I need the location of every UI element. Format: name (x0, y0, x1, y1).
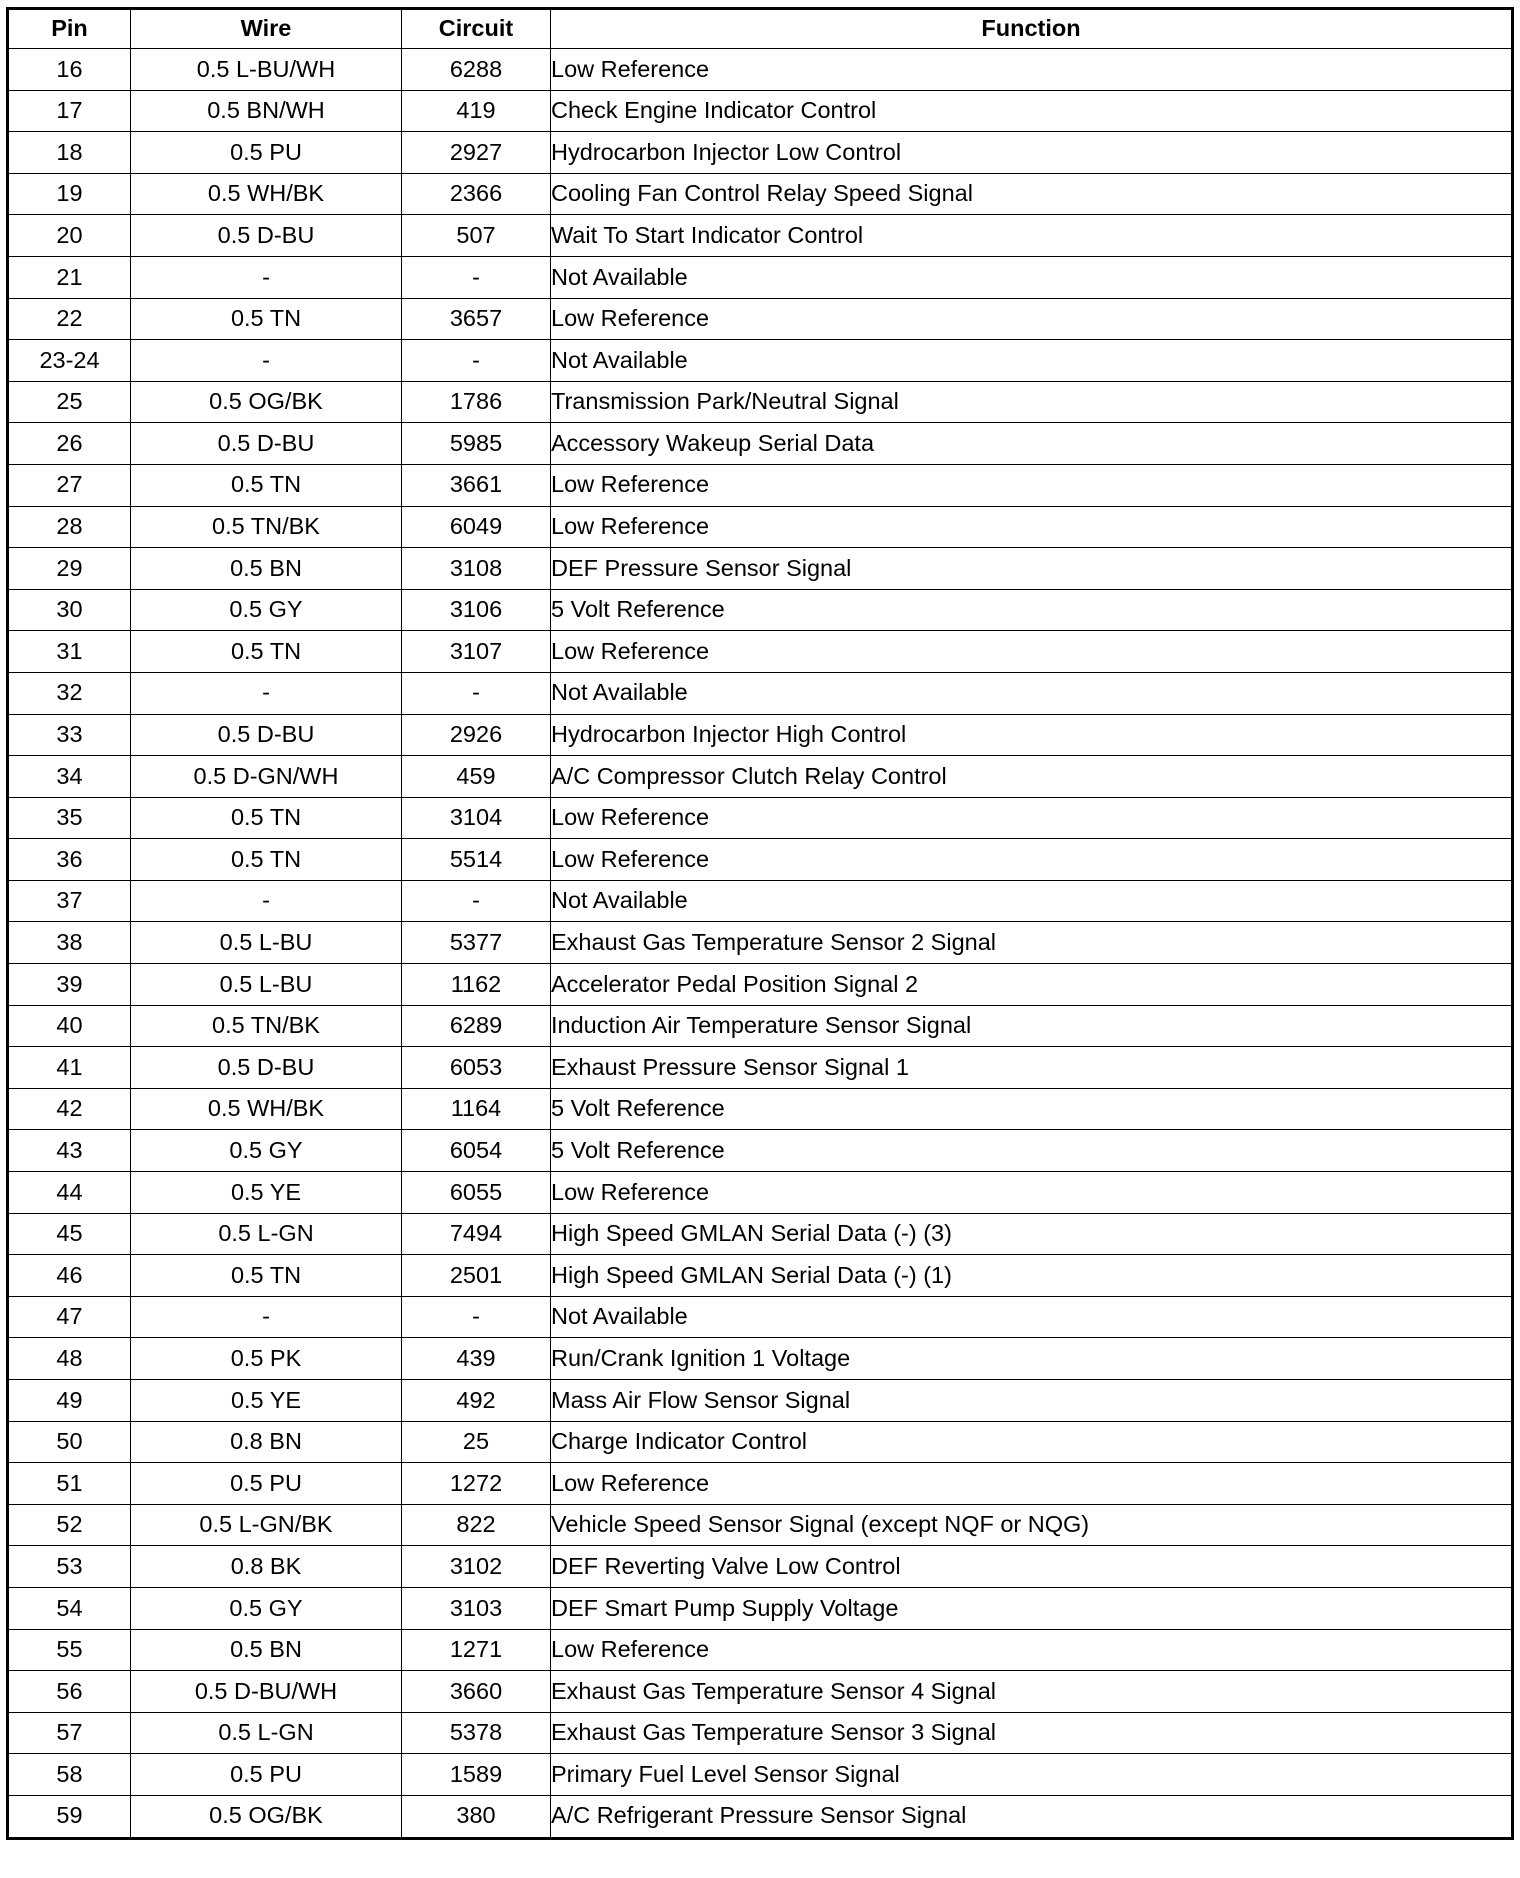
table-row (8, 1712, 1513, 1754)
function-cell: Low Reference (551, 506, 1513, 548)
circuit-cell: 419 (402, 90, 551, 132)
pin-cell: 57 (8, 1712, 131, 1754)
function-cell: DEF Pressure Sensor Signal (551, 548, 1513, 590)
circuit-cell: 6055 (402, 1172, 551, 1214)
function-cell: DEF Smart Pump Supply Voltage (551, 1587, 1513, 1629)
table-row (8, 922, 1513, 964)
table-row (8, 256, 1513, 298)
table-row (8, 589, 1513, 631)
table-row (8, 1504, 1513, 1546)
wire-cell: 0.5 L-BU (131, 964, 402, 1006)
connector-pinout-table (6, 7, 1514, 1840)
table-row (8, 797, 1513, 839)
circuit-cell: 6053 (402, 1047, 551, 1089)
pin-cell: 35 (8, 797, 131, 839)
wire-cell: 0.5 L-GN (131, 1712, 402, 1754)
circuit-cell: 6049 (402, 506, 551, 548)
function-cell: A/C Refrigerant Pressure Sensor Signal (551, 1795, 1513, 1838)
wire-cell: - (131, 1296, 402, 1338)
wire-cell: 0.5 BN/WH (131, 90, 402, 132)
circuit-cell: 3107 (402, 631, 551, 673)
table-row (8, 1213, 1513, 1255)
circuit-cell: 3104 (402, 797, 551, 839)
table-row (8, 1296, 1513, 1338)
table-row (8, 1546, 1513, 1588)
pin-cell: 54 (8, 1587, 131, 1629)
pin-cell: 38 (8, 922, 131, 964)
function-cell: Low Reference (551, 1629, 1513, 1671)
function-cell: Low Reference (551, 1463, 1513, 1505)
function-cell: Vehicle Speed Sensor Signal (except NQF or NQG) (551, 1504, 1513, 1546)
wire-cell: 0.5 L-GN (131, 1213, 402, 1255)
function-cell: Low Reference (551, 631, 1513, 673)
wire-cell: 0.5 TN (131, 298, 402, 340)
wire-cell: 0.5 D-GN/WH (131, 756, 402, 798)
wire-cell: - (131, 880, 402, 922)
pin-cell: 47 (8, 1296, 131, 1338)
function-cell: High Speed GMLAN Serial Data (-) (3) (551, 1213, 1513, 1255)
circuit-cell: 2366 (402, 173, 551, 215)
pin-cell: 49 (8, 1380, 131, 1422)
circuit-cell: 6054 (402, 1130, 551, 1172)
circuit-cell: - (402, 1296, 551, 1338)
function-cell: DEF Reverting Valve Low Control (551, 1546, 1513, 1588)
table-row (8, 1338, 1513, 1380)
header-circuit: Circuit (402, 9, 551, 49)
circuit-cell: 439 (402, 1338, 551, 1380)
circuit-cell: 5378 (402, 1712, 551, 1754)
pin-cell: 44 (8, 1172, 131, 1214)
wire-cell: 0.5 WH/BK (131, 173, 402, 215)
table-row (8, 1130, 1513, 1172)
table-row (8, 381, 1513, 423)
circuit-cell: 2501 (402, 1255, 551, 1297)
table-row (8, 880, 1513, 922)
circuit-cell: 1786 (402, 381, 551, 423)
table-row (8, 1380, 1513, 1422)
pin-cell: 18 (8, 132, 131, 174)
wire-cell: 0.5 TN (131, 631, 402, 673)
pin-cell: 33 (8, 714, 131, 756)
circuit-cell: 3102 (402, 1546, 551, 1588)
circuit-cell: 822 (402, 1504, 551, 1546)
wire-cell: 0.5 PU (131, 1463, 402, 1505)
function-cell: Induction Air Temperature Sensor Signal (551, 1005, 1513, 1047)
header-pin: Pin (8, 9, 131, 49)
function-cell: A/C Compressor Clutch Relay Control (551, 756, 1513, 798)
function-cell: Not Available (551, 340, 1513, 382)
pin-cell: 46 (8, 1255, 131, 1297)
wire-cell: 0.8 BK (131, 1546, 402, 1588)
circuit-cell: 5985 (402, 423, 551, 465)
wire-cell: 0.5 PK (131, 1338, 402, 1380)
pin-cell: 56 (8, 1671, 131, 1713)
wire-cell: 0.5 L-BU (131, 922, 402, 964)
wire-cell: 0.5 TN/BK (131, 1005, 402, 1047)
table-row (8, 1005, 1513, 1047)
pin-cell: 40 (8, 1005, 131, 1047)
table-row (8, 1463, 1513, 1505)
header-wire: Wire (131, 9, 402, 49)
pin-cell: 59 (8, 1795, 131, 1838)
function-cell: 5 Volt Reference (551, 589, 1513, 631)
pinout-sheet (6, 7, 1511, 1866)
pin-cell: 45 (8, 1213, 131, 1255)
circuit-cell: 3108 (402, 548, 551, 590)
table-row (8, 173, 1513, 215)
function-cell: Low Reference (551, 1172, 1513, 1214)
wire-cell: 0.5 D-BU/WH (131, 1671, 402, 1713)
wire-cell: 0.5 GY (131, 1130, 402, 1172)
function-cell: Hydrocarbon Injector High Control (551, 714, 1513, 756)
table-row (8, 1421, 1513, 1463)
pin-cell: 50 (8, 1421, 131, 1463)
table-row (8, 1172, 1513, 1214)
pin-cell: 55 (8, 1629, 131, 1671)
circuit-cell: 3103 (402, 1587, 551, 1629)
pin-cell: 23-24 (8, 340, 131, 382)
table-row (8, 1587, 1513, 1629)
function-cell: Accelerator Pedal Position Signal 2 (551, 964, 1513, 1006)
wire-cell: - (131, 672, 402, 714)
pin-cell: 17 (8, 90, 131, 132)
circuit-cell: 6288 (402, 49, 551, 91)
wire-cell: 0.5 L-BU/WH (131, 49, 402, 91)
circuit-cell: 1272 (402, 1463, 551, 1505)
function-cell: Not Available (551, 672, 1513, 714)
function-cell: Low Reference (551, 797, 1513, 839)
circuit-cell: 25 (402, 1421, 551, 1463)
circuit-cell: - (402, 672, 551, 714)
pin-cell: 21 (8, 256, 131, 298)
function-cell: Hydrocarbon Injector Low Control (551, 132, 1513, 174)
table-row (8, 672, 1513, 714)
function-cell: Cooling Fan Control Relay Speed Signal (551, 173, 1513, 215)
circuit-cell: 507 (402, 215, 551, 257)
table-row (8, 631, 1513, 673)
pin-cell: 58 (8, 1754, 131, 1796)
function-cell: Exhaust Gas Temperature Sensor 3 Signal (551, 1712, 1513, 1754)
table-row (8, 464, 1513, 506)
pin-cell: 30 (8, 589, 131, 631)
table-row (8, 506, 1513, 548)
table-row (8, 1255, 1513, 1297)
table-row (8, 90, 1513, 132)
pin-cell: 22 (8, 298, 131, 340)
table-row (8, 1629, 1513, 1671)
circuit-cell: 3661 (402, 464, 551, 506)
circuit-cell: - (402, 880, 551, 922)
wire-cell: 0.5 YE (131, 1172, 402, 1214)
function-cell: Low Reference (551, 298, 1513, 340)
table-row (8, 964, 1513, 1006)
pin-cell: 52 (8, 1504, 131, 1546)
circuit-cell: 1162 (402, 964, 551, 1006)
pin-cell: 26 (8, 423, 131, 465)
wire-cell: - (131, 256, 402, 298)
wire-cell: 0.5 D-BU (131, 714, 402, 756)
table-row (8, 1795, 1513, 1838)
function-cell: Not Available (551, 1296, 1513, 1338)
function-cell: Low Reference (551, 49, 1513, 91)
wire-cell: 0.5 BN (131, 1629, 402, 1671)
function-cell: Mass Air Flow Sensor Signal (551, 1380, 1513, 1422)
pin-cell: 34 (8, 756, 131, 798)
circuit-cell: 380 (402, 1795, 551, 1838)
pin-cell: 25 (8, 381, 131, 423)
function-cell: 5 Volt Reference (551, 1130, 1513, 1172)
pin-cell: 20 (8, 215, 131, 257)
function-cell: Wait To Start Indicator Control (551, 215, 1513, 257)
header-function: Function (551, 9, 1513, 49)
pin-cell: 51 (8, 1463, 131, 1505)
wire-cell: - (131, 340, 402, 382)
table-row (8, 423, 1513, 465)
wire-cell: 0.5 YE (131, 1380, 402, 1422)
pin-cell: 39 (8, 964, 131, 1006)
pin-cell: 27 (8, 464, 131, 506)
wire-cell: 0.5 TN (131, 464, 402, 506)
function-cell: Accessory Wakeup Serial Data (551, 423, 1513, 465)
function-cell: High Speed GMLAN Serial Data (-) (1) (551, 1255, 1513, 1297)
circuit-cell: - (402, 256, 551, 298)
pin-cell: 31 (8, 631, 131, 673)
wire-cell: 0.5 L-GN/BK (131, 1504, 402, 1546)
circuit-cell: 1589 (402, 1754, 551, 1796)
pin-cell: 28 (8, 506, 131, 548)
function-cell: Low Reference (551, 839, 1513, 881)
circuit-cell: 3657 (402, 298, 551, 340)
wire-cell: 0.5 TN (131, 1255, 402, 1297)
wire-cell: 0.5 D-BU (131, 215, 402, 257)
circuit-cell: 2927 (402, 132, 551, 174)
pin-cell: 37 (8, 880, 131, 922)
table-row (8, 714, 1513, 756)
pin-cell: 32 (8, 672, 131, 714)
pin-cell: 16 (8, 49, 131, 91)
function-cell: 5 Volt Reference (551, 1088, 1513, 1130)
table-row (8, 839, 1513, 881)
function-cell: Exhaust Gas Temperature Sensor 4 Signal (551, 1671, 1513, 1713)
wire-cell: 0.5 GY (131, 1587, 402, 1629)
table-row (8, 298, 1513, 340)
circuit-cell: 5514 (402, 839, 551, 881)
pin-cell: 19 (8, 173, 131, 215)
table-row (8, 1754, 1513, 1796)
header-row (8, 9, 1513, 49)
wire-cell: 0.5 TN (131, 797, 402, 839)
wire-cell: 0.8 BN (131, 1421, 402, 1463)
circuit-cell: 7494 (402, 1213, 551, 1255)
pin-cell: 41 (8, 1047, 131, 1089)
circuit-cell: 2926 (402, 714, 551, 756)
wire-cell: 0.5 BN (131, 548, 402, 590)
wire-cell: 0.5 OG/BK (131, 381, 402, 423)
function-cell: Exhaust Gas Temperature Sensor 2 Signal (551, 922, 1513, 964)
pin-cell: 42 (8, 1088, 131, 1130)
function-cell: Transmission Park/Neutral Signal (551, 381, 1513, 423)
function-cell: Check Engine Indicator Control (551, 90, 1513, 132)
pin-cell: 36 (8, 839, 131, 881)
circuit-cell: 492 (402, 1380, 551, 1422)
wire-cell: 0.5 D-BU (131, 1047, 402, 1089)
wire-cell: 0.5 OG/BK (131, 1795, 402, 1838)
wire-cell: 0.5 D-BU (131, 423, 402, 465)
table-row (8, 340, 1513, 382)
function-cell: Run/Crank Ignition 1 Voltage (551, 1338, 1513, 1380)
circuit-cell: 3106 (402, 589, 551, 631)
table-row (8, 49, 1513, 91)
table-body (8, 49, 1513, 1839)
table-row (8, 1088, 1513, 1130)
table-row (8, 132, 1513, 174)
circuit-cell: 5377 (402, 922, 551, 964)
table-row (8, 1047, 1513, 1089)
pin-cell: 48 (8, 1338, 131, 1380)
circuit-cell: - (402, 340, 551, 382)
circuit-cell: 1271 (402, 1629, 551, 1671)
circuit-cell: 459 (402, 756, 551, 798)
function-cell: Charge Indicator Control (551, 1421, 1513, 1463)
wire-cell: 0.5 WH/BK (131, 1088, 402, 1130)
function-cell: Not Available (551, 256, 1513, 298)
wire-cell: 0.5 PU (131, 132, 402, 174)
wire-cell: 0.5 TN (131, 839, 402, 881)
wire-cell: 0.5 PU (131, 1754, 402, 1796)
pin-cell: 53 (8, 1546, 131, 1588)
circuit-cell: 3660 (402, 1671, 551, 1713)
table-row (8, 1671, 1513, 1713)
pin-cell: 43 (8, 1130, 131, 1172)
function-cell: Not Available (551, 880, 1513, 922)
wire-cell: 0.5 GY (131, 589, 402, 631)
function-cell: Low Reference (551, 464, 1513, 506)
pin-cell: 29 (8, 548, 131, 590)
function-cell: Exhaust Pressure Sensor Signal 1 (551, 1047, 1513, 1089)
function-cell: Primary Fuel Level Sensor Signal (551, 1754, 1513, 1796)
table-row (8, 548, 1513, 590)
table-row (8, 756, 1513, 798)
wire-cell: 0.5 TN/BK (131, 506, 402, 548)
table-row (8, 215, 1513, 257)
circuit-cell: 1164 (402, 1088, 551, 1130)
circuit-cell: 6289 (402, 1005, 551, 1047)
